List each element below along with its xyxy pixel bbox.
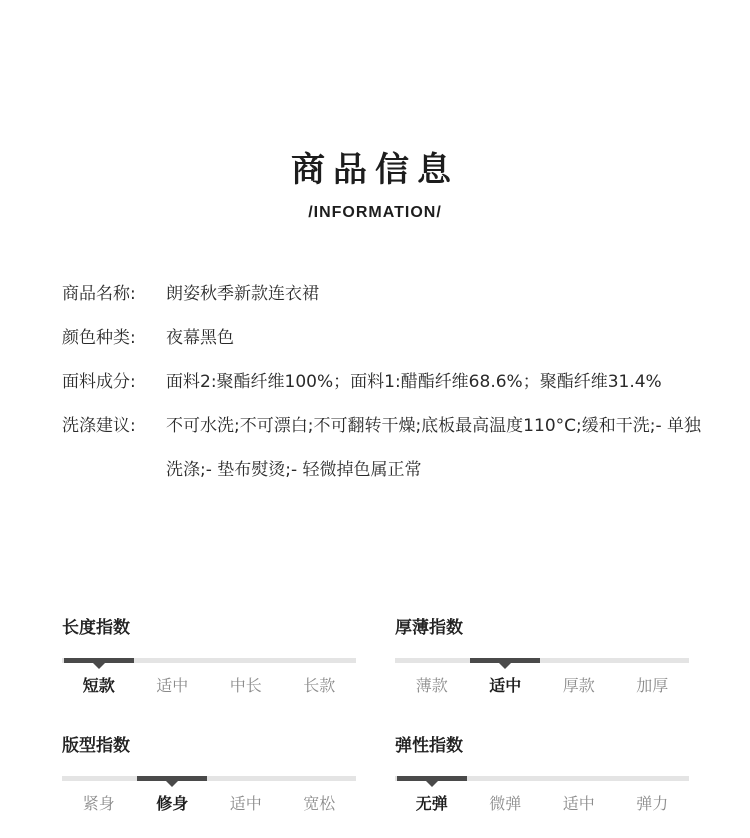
index-option: 紧身: [82, 794, 115, 813]
indicator-pointer-icon: [499, 663, 511, 669]
index-track: [62, 776, 356, 781]
info-row-name: [62, 272, 702, 316]
index-options: [62, 793, 356, 815]
index-option: 厚款: [562, 676, 595, 695]
index-option: 微弹: [489, 794, 522, 813]
info-row-color: [62, 316, 702, 360]
info-row-fabric: [62, 360, 702, 404]
index-option: 短款: [82, 676, 115, 695]
indicator-pointer-icon: [93, 663, 105, 669]
index-track: [62, 658, 356, 663]
thickness-index: [395, 616, 689, 697]
index-option: 加厚: [636, 676, 669, 695]
index-option: 适中: [156, 676, 189, 695]
index-option: 薄款: [415, 676, 448, 695]
index-options: [62, 675, 356, 697]
index-option: 修身: [156, 794, 189, 813]
info-value: 朗姿秋季新款连衣裙: [166, 284, 319, 304]
info-label: 商品名称:: [62, 284, 136, 304]
index-track: [395, 658, 689, 663]
index-indicator: [64, 658, 134, 663]
index-option: 弹力: [636, 794, 669, 813]
index-title: 版型指数: [62, 736, 130, 756]
index-option: 适中: [489, 676, 522, 695]
index-option: 适中: [562, 794, 595, 813]
section-title: 商品信息: [291, 150, 459, 190]
index-option: 适中: [229, 794, 262, 813]
info-label: 颜色种类:: [62, 328, 136, 348]
index-indicator: [470, 658, 540, 663]
index-options: [395, 793, 689, 815]
info-label: 面料成分:: [62, 372, 136, 392]
index-indicator: [137, 776, 207, 781]
index-option: 中长: [229, 676, 262, 695]
info-label: 洗涤建议:: [62, 416, 136, 436]
index-options: [395, 675, 689, 697]
index-option: 长款: [303, 676, 336, 695]
index-indicator: [397, 776, 467, 781]
product-info-list: [62, 272, 702, 492]
elasticity-index: [395, 734, 689, 815]
indicator-pointer-icon: [426, 781, 438, 787]
length-index: [62, 616, 356, 697]
fit-index: [62, 734, 356, 815]
indicator-pointer-icon: [166, 781, 178, 787]
section-subtitle: /INFORMATION/: [308, 204, 442, 221]
info-value: 夜幕黑色: [166, 328, 234, 348]
index-title: 厚薄指数: [395, 618, 463, 638]
index-option: 无弹: [415, 794, 448, 813]
info-row-washing: [62, 404, 702, 492]
index-title: 弹性指数: [395, 736, 463, 756]
index-track: [395, 776, 689, 781]
index-title: 长度指数: [62, 618, 130, 638]
index-option: 宽松: [303, 794, 336, 813]
info-value: 不可水洗;不可漂白;不可翻转干燥;底板最高温度110°C;缓和干洗;- 单独洗涤;- 垫布熨烫;- 轻微掉色属正常: [166, 416, 701, 480]
info-value: 面料2:聚酯纤维100%；面料1:醋酯纤维68.6%；聚酯纤维31.4%: [166, 372, 662, 392]
